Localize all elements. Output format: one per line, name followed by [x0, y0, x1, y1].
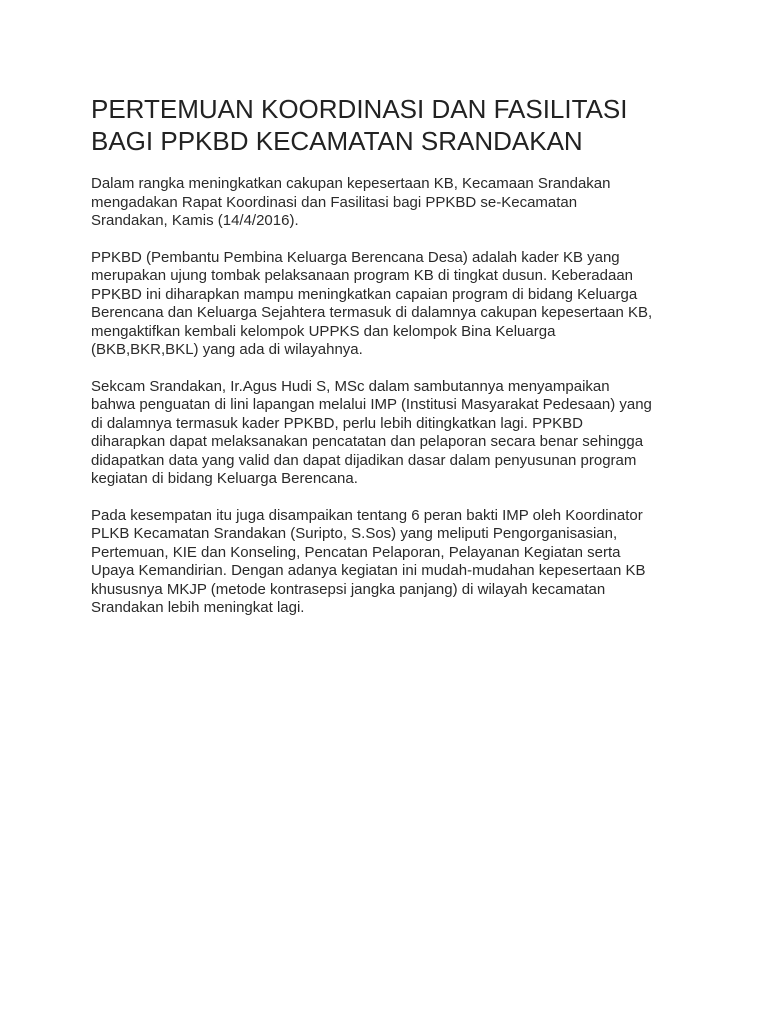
text-line: Upaya Kemandirian. Dengan adanya kegiatan ini mudah-mudahan kepesertaan KB	[91, 562, 646, 579]
text-line: mengaktifkan kembali kelompok UPPKS dan kelompok Bina Keluarga	[91, 322, 556, 340]
paragraph-intro	[91, 175, 691, 231]
text-line: Dalam rangka meningkatkan cakupan kepesertaan KB, Kecamaan Srandakan	[91, 175, 611, 192]
paragraph-imp-roles	[91, 507, 691, 618]
text-line: diharapkan dapat melaksanakan pencatatan dan pelaporan secara benar sehingga	[91, 433, 644, 450]
text-line: Pertemuan, KIE dan Konseling, Pencatan Pelaporan, Pelayanan Kegiatan serta	[91, 543, 621, 561]
text-line: PPKBD (Pembantu Pembina Keluarga Berencana Desa) adalah kader KB yang	[91, 248, 620, 266]
text-line: PLKB Kecamatan Srandakan (Suripto, S.Sos) yang meliputi Pengorganisasian,	[91, 525, 618, 542]
text-line: didapatkan data yang valid dan dapat dijadikan dasar dalam penyusunan program	[91, 451, 637, 469]
text-line: Pada kesempatan itu juga disampaikan tentang 6 peran bakti IMP oleh Koordinator	[91, 506, 643, 524]
text-line: khususnya MKJP (metode kontrasepsi jangka panjang) di wilayah kecamatan	[91, 580, 606, 598]
title-line: PERTEMUAN KOORDINASI DAN FASILITASI	[91, 94, 628, 124]
text-line: PPKBD ini diharapkan mampu meningkatkan capaian program di bidang Keluarga	[91, 285, 638, 303]
paragraph-ppkbd	[91, 249, 691, 360]
text-line: di dalamnya termasuk kader PPKBD, perlu lebih ditingkatkan lagi. PPKBD	[91, 414, 583, 432]
text-line: Berencana dan Keluarga Sejahtera termasuk di dalamnya cakupan kepesertaan KB,	[91, 304, 653, 321]
paragraph-sekcam	[91, 378, 691, 489]
text-line: Sekcam Srandakan, Ir.Agus Hudi S, MSc dalam sambutannya menyampaikan	[91, 377, 610, 395]
text-line: (BKB,BKR,BKL) yang ada di wilayahnya.	[91, 341, 363, 358]
text-line: kegiatan di bidang Keluarga Berencana.	[91, 470, 358, 487]
title-line: BAGI PPKBD KECAMATAN SRANDAKAN	[91, 126, 583, 156]
article-body	[91, 175, 691, 636]
page-title	[91, 93, 731, 157]
text-line: merupakan ujung tombak pelaksanaan program KB di tingkat dusun. Keberadaan	[91, 267, 634, 284]
text-line: Srandakan, Kamis (14/4/2016).	[91, 212, 299, 229]
text-line: Srandakan lebih meningkat lagi.	[91, 599, 305, 616]
text-line: bahwa penguatan di lini lapangan melalui IMP (Institusi Masyarakat Pedesaan) yang	[91, 396, 652, 413]
text-line: mengadakan Rapat Koordinasi dan Fasilitasi bagi PPKBD se-Kecamatan	[91, 193, 578, 211]
